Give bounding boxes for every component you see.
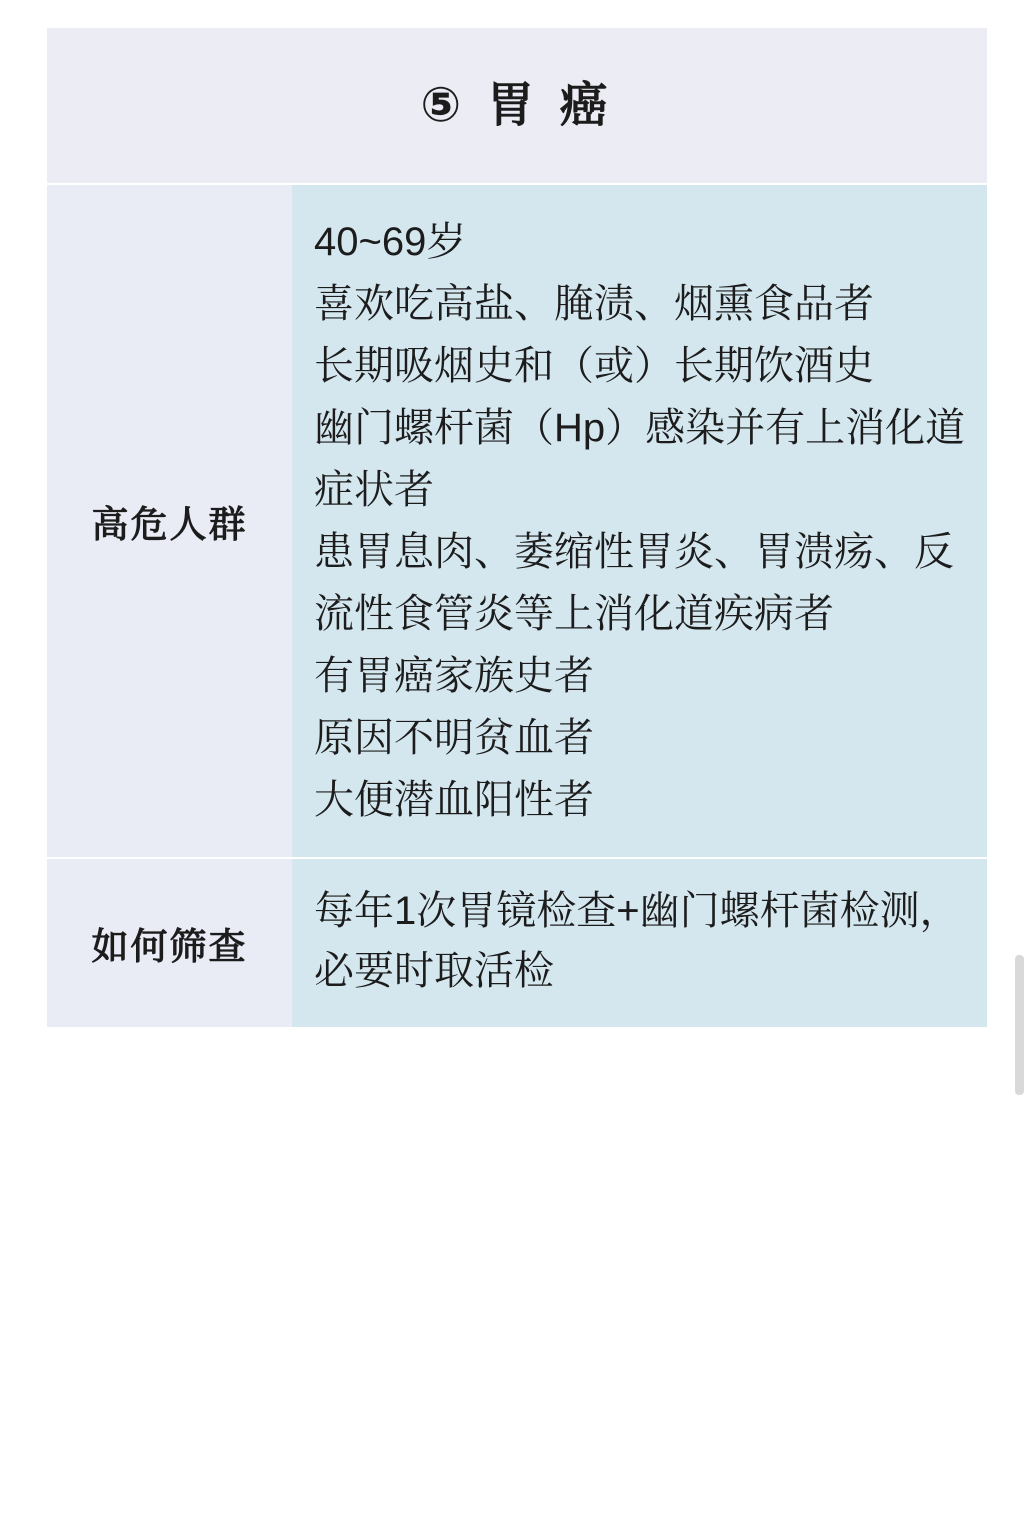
page-title: ⑤ 胃 癌 [420,78,614,132]
table-title-row [47,28,987,184]
row-label-how-to-screen: 如何筛查 [47,858,292,1027]
table-row [47,858,987,1027]
row-label-high-risk: 高危人群 [47,184,292,858]
list-item: 长期吸烟史和（或）长期饮酒史 [314,344,874,388]
list-item: 大便潜血阳性者 [314,778,594,822]
list-item: 患胃息肉、萎缩性胃炎、胃溃疡、反流性食管炎等上消化道疾病者 [314,530,954,636]
list-item: 原因不明贫血者 [314,716,594,760]
list-item: 40~69岁 [314,220,467,264]
table-row [47,184,987,858]
scrollbar-thumb[interactable] [1015,955,1024,1095]
row-content-high-risk [292,184,987,858]
list-item: 幽门螺杆菌（Hp）感染并有上消化道症状者 [314,406,966,512]
list-item: 喜欢吃高盐、腌渍、烟熏食品者 [314,282,874,326]
table-title-cell [47,28,987,184]
list-item: 有胃癌家族史者 [314,654,594,698]
screening-text: 每年1次胃镜检查+幽门螺杆菌检测，必要时取活检 [314,889,960,993]
cancer-screening-table [47,28,987,1027]
row-content-how-to-screen [292,858,987,1027]
